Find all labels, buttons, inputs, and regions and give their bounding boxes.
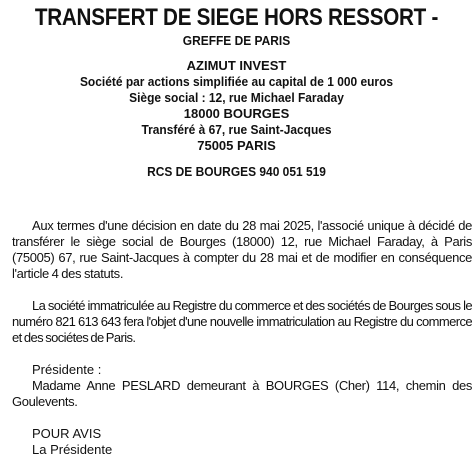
- company-block: [0, 58, 473, 154]
- company-name: AZIMUT INVEST: [186, 58, 287, 73]
- company-form: Société par actions simplifiée au capital de 1 000 euros: [79, 74, 394, 89]
- president-label: Présidente :: [32, 362, 102, 377]
- notice-body: [12, 218, 472, 458]
- company-new-city: 75005 PARIS: [197, 138, 276, 153]
- rcs-number: RCS DE BOURGES 940 051 519: [147, 164, 326, 179]
- company-city: 18000 BOURGES: [183, 106, 290, 121]
- notice-subtitle: GREFFE DE PARIS: [182, 33, 291, 48]
- company-transfer: Transféré à 67, rue Saint-Jacques: [141, 122, 332, 137]
- registration-paragraph: La société immatriculée au Registre du commerce et des sociétés de Bourges sous le numéro 821 613 643 fera l'objet d'une nouvelle immatriculation au Registre du commerce et des sociétes de Paris.: [12, 298, 472, 345]
- company-seat: Siège social : 12, rue Michael Faraday: [129, 90, 344, 105]
- closing-text: POUR AVIS: [32, 426, 102, 441]
- decision-paragraph: Aux termes d'une décision en date du 28 mai 2025, l'associé unique à décidé de transférer le siège social de Bourges (18000) 12, rue Michael Faraday, à Paris (75005) 67, rue Saint-Jacques à compter du 28 mai et de modifier en conséquence l'article 4 des statuts.: [12, 218, 472, 281]
- president-block: [12, 362, 472, 410]
- notice-title: TRANSFERT DE SIEGE HORS RESSORT -: [34, 4, 439, 31]
- signature-block: [12, 426, 472, 458]
- president-text: Madame Anne PESLARD demeurant à BOURGES (Cher) 114, chemin des Goulevents.: [12, 378, 472, 409]
- signatory-text: La Présidente: [32, 442, 113, 457]
